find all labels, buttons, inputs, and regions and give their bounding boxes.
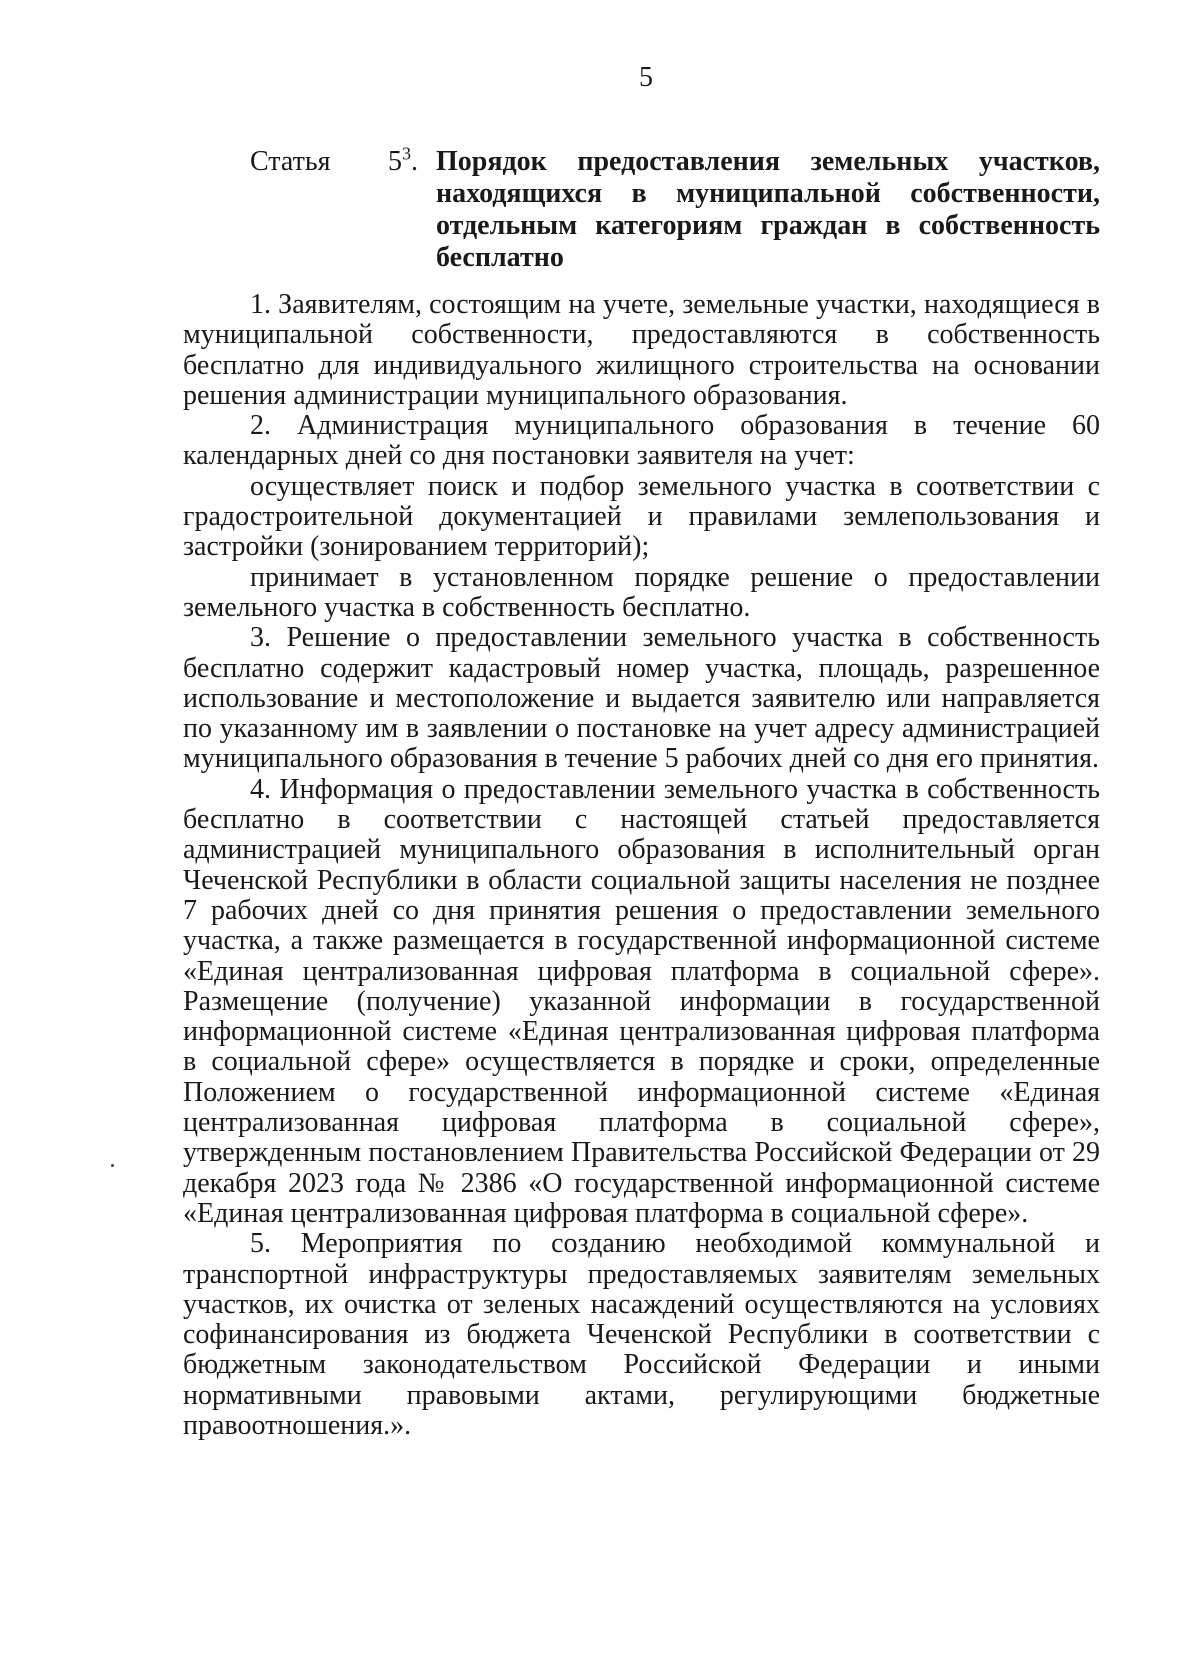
- paragraph-4: 4. Информация о предоставлении земельного участка в собственность бесплатно в соответствии с настоящей статьей предоставляется администрацией муниципального образования в исполнительный орган Чеченской Республики в области социальной защиты населения не позднее 7 рабочих дней со дня принятия решения о предоставлении земельного участка, а также размещается в государственной информационной системе «Единая централизованная цифровая платформа в социальной сфере». Размещение (получение) указанной информации в государственной информационной системе «Единая централизованная цифровая платформа в социальной сфере» осуществляется в порядке и сроки, определенные Положением о государственной информационной системе «Единая централизованная цифровая платформа в социальной сфере», утвержденным постановлением Правительства Российской Федерации от 29 декабря 2023 года № 2386 «О государственной информационной системе «Единая централизованная цифровая платформа в социальной сфере».: [183, 773, 1100, 1229]
- page-number: 5: [639, 62, 653, 93]
- paragraph-1: 1. Заявителям, состоящим на учете, земельные участки, находящиеся в муниципальной собственности, предоставляются в собственность бесплатно для индивидуального жилищного строительства на основании решения администрации муниципального образования.: [183, 289, 1100, 411]
- article-label-number: $5^3$.: [388, 143, 418, 177]
- article-heading: [250, 143, 1100, 274]
- scan-speck: [111, 1164, 114, 1167]
- article-body: [183, 290, 1100, 1441]
- article-title: Порядок предоставления земельных участков, находящихся в муниципальной собственности, отдельным категориям граждан в собственность бесплатно: [436, 146, 1100, 273]
- paragraph-5: 5. Мероприятия по созданию необходимой коммунальной и транспортной инфраструктуры предоставляемых заявителям земельных участков, их очистка от зеленых насаждений осуществляются на условиях софинансирования из бюджета Чеченской Республики в соответствии с бюджетным законодательством Российской Федерации и иными нормативными правовыми актами, регулирующими бюджетные правоотношения.».: [183, 1228, 1100, 1441]
- article-label-word: Статья: [250, 146, 331, 177]
- paragraph-2: 2. Администрация муниципального образования в течение 60 календарных дней со дня постановки заявителя на учет:: [183, 410, 1100, 472]
- paragraph-2-item-1: осуществляет поиск и подбор земельного участка в соответствии с градостроительной документацией и правилами землепользования и застройки (зонированием территорий);: [183, 470, 1100, 563]
- article-label-superscript: 3: [402, 143, 411, 164]
- paragraph-3: 3. Решение о предоставлении земельного участка в собственность бесплатно содержит кадастровый номер участка, площадь, разрешенное использование и местоположение и выдается заявителю или направляется по указанному им в заявлении о постановке на учет адресу администрацией муниципального образования в течение 5 рабочих дней со дня его принятия.: [183, 622, 1100, 775]
- paragraph-2-item-2: принимает в установленном порядке решение о предоставлении земельного участка в собственность бесплатно.: [183, 561, 1100, 623]
- article-label: [250, 143, 436, 274]
